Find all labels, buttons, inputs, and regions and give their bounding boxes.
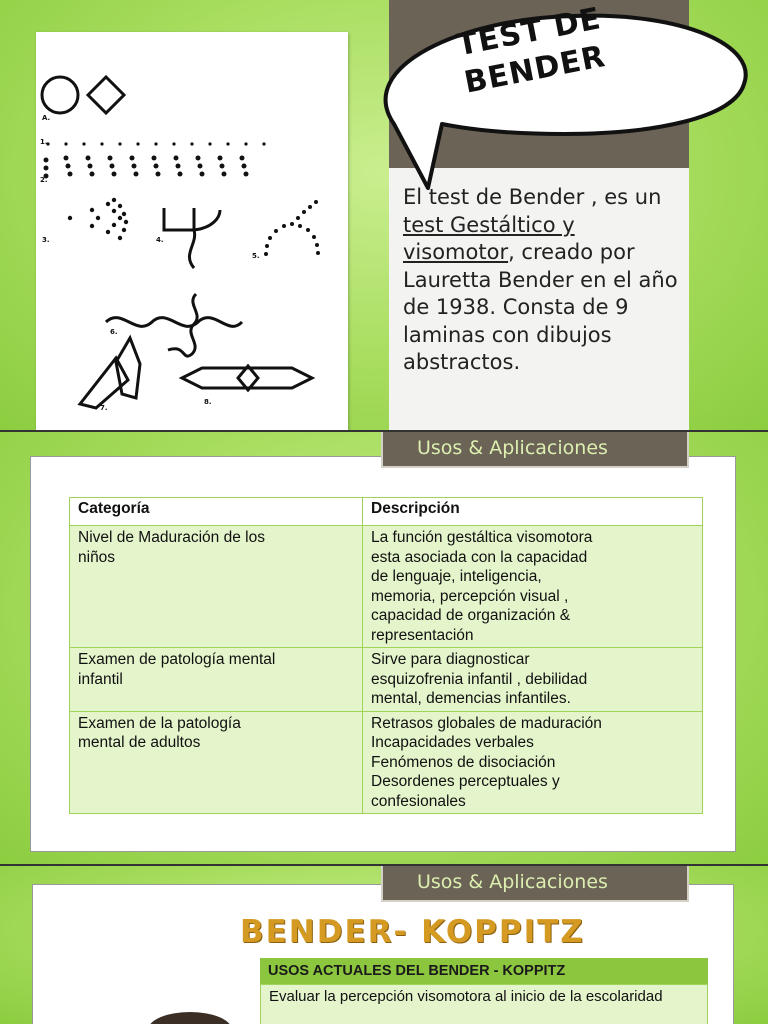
- cell-line: niños: [78, 548, 116, 566]
- table-row: [70, 648, 703, 712]
- intro-text-start: El test de Bender , es un: [403, 185, 662, 209]
- cell-line: Sirve para diagnosticar: [371, 651, 530, 668]
- koppitz-title: BENDER- KOPPITZ: [240, 914, 585, 950]
- portrait-photo: [40, 978, 240, 1024]
- intro-text-card: [389, 168, 689, 432]
- figure-label-8: 8.: [204, 398, 212, 406]
- intro-underlined-term: test Gestáltico y visomotor: [403, 212, 575, 264]
- table-row: [70, 526, 703, 648]
- koppitz-tab: [381, 866, 689, 902]
- cell-line: mental de adultos: [78, 734, 201, 751]
- figure-6-sine: [106, 318, 242, 327]
- figure-a-circle: [42, 77, 78, 113]
- koppitz-tab-label: Usos & Aplicaciones: [417, 871, 608, 893]
- figure-label-3: 3.: [42, 236, 50, 244]
- figure-8-hexagon: [182, 366, 312, 390]
- cell-line: Nivel de Maduración de los: [78, 529, 265, 546]
- cell-line: infantil: [78, 670, 123, 688]
- uses-tab-label: Usos & Aplicaciones: [417, 437, 608, 459]
- row-2-category: [70, 648, 363, 712]
- figure-1-dots: [46, 142, 265, 145]
- header-category: Categoría: [70, 498, 363, 526]
- cell-line: mental, demencias infantiles.: [371, 690, 571, 707]
- figure-3-arrows: [68, 198, 128, 240]
- header-description: Descripción: [363, 498, 703, 526]
- koppitz-table-row: Evaluar la percepción visomotora al inicio de la escolaridad: [260, 984, 708, 1024]
- cell-line: esquizofrenia infantil , debilidad: [371, 670, 588, 688]
- cell-line: capacidad de organización &: [371, 607, 571, 624]
- uses-table: [69, 497, 703, 814]
- figure-label-2: 2.: [40, 176, 48, 184]
- cell-line: Examen de patología mental: [78, 651, 276, 668]
- intro-text-end: , creado por Lauretta Bender en el año de 1938. Consta de 9 laminas con dibujos abstractos.: [403, 240, 678, 374]
- cell-line: Incapacidades verbales: [371, 734, 534, 751]
- figure-label-4: 4.: [156, 236, 164, 244]
- table-row: [70, 711, 703, 814]
- bender-figures-drawing: [36, 32, 348, 432]
- cell-line: representación: [371, 626, 474, 644]
- row-3-category: [70, 711, 363, 814]
- figure-label-5: 5.: [252, 252, 260, 260]
- cell-line: confesionales: [371, 792, 466, 810]
- bubble-title: TEST DE BENDER: [454, 1, 609, 101]
- cell-line: de lenguaje, inteligencia,: [371, 568, 542, 585]
- bender-figures-card: [36, 32, 348, 432]
- figure-5-dotted-arc: [264, 200, 320, 256]
- figure-label-a: A.: [42, 114, 51, 122]
- row-2-description: [363, 648, 703, 712]
- figure-7-hexagons: [80, 338, 140, 408]
- cell-line: Fenómenos de disociación: [371, 753, 556, 771]
- figure-label-6: 6.: [110, 328, 118, 336]
- figure-4-shape: [164, 208, 220, 268]
- cell-line: esta asociada con la capacidad: [371, 548, 588, 566]
- figure-2-circles: [44, 156, 249, 179]
- cell-line: Examen de la patología: [78, 714, 241, 732]
- slide-koppitz: [0, 866, 768, 1024]
- cell-line: Retrasos globales de maduración: [371, 714, 602, 732]
- intro-paragraph: [403, 184, 679, 377]
- cell-line: La función gestáltica visomotora: [371, 529, 593, 546]
- row-3-description: [363, 711, 703, 814]
- row-1-category: [70, 526, 363, 648]
- cell-line: Desordenes perceptuales y: [371, 773, 560, 790]
- cell-line: memoria, percepción visual ,: [371, 587, 569, 605]
- slide-intro: [0, 0, 768, 432]
- table-card: [30, 456, 736, 852]
- table-header-row: [70, 498, 703, 526]
- row-1-description: [363, 526, 703, 648]
- koppitz-table-header: USOS ACTUALES DEL BENDER - KOPPITZ: [260, 958, 708, 984]
- uses-tab: [381, 432, 689, 468]
- slide-uses-table: [0, 432, 768, 866]
- figure-a-diamond: [88, 77, 124, 113]
- figure-label-7: 7.: [100, 404, 108, 412]
- figure-label-1: 1.: [40, 138, 48, 146]
